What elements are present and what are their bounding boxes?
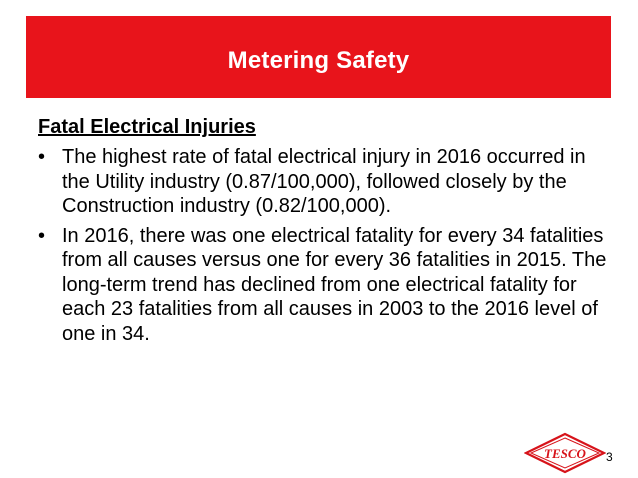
bullet-list bbox=[38, 145, 608, 351]
bullet-text: In 2016, there was one electrical fatality for every 34 fatalities from all causes versus one for every 36 fatalities in 2015. The long-term trend has declined from one electrical fatality for each 23 fatalities from all causes in 2003 to the 2016 level of one in 34. bbox=[62, 224, 607, 345]
bullet-text: The highest rate of fatal electrical injury in 2016 occurred in the Utility industry (0.87/100,000), followed closely by the Construction industry (0.82/100,000). bbox=[62, 146, 586, 217]
tesco-logo-icon bbox=[524, 432, 606, 474]
section-heading: Fatal Electrical Injuries bbox=[38, 116, 256, 138]
title-bar bbox=[26, 16, 611, 98]
bullet-marker: • bbox=[38, 224, 46, 247]
bullet-item bbox=[38, 145, 608, 219]
page-number: 3 bbox=[606, 450, 613, 464]
bullet-marker: • bbox=[38, 146, 46, 168]
slide-title: Metering Safety bbox=[227, 47, 410, 74]
bullet-item bbox=[38, 224, 608, 347]
logo-text: TESCO bbox=[544, 446, 586, 461]
